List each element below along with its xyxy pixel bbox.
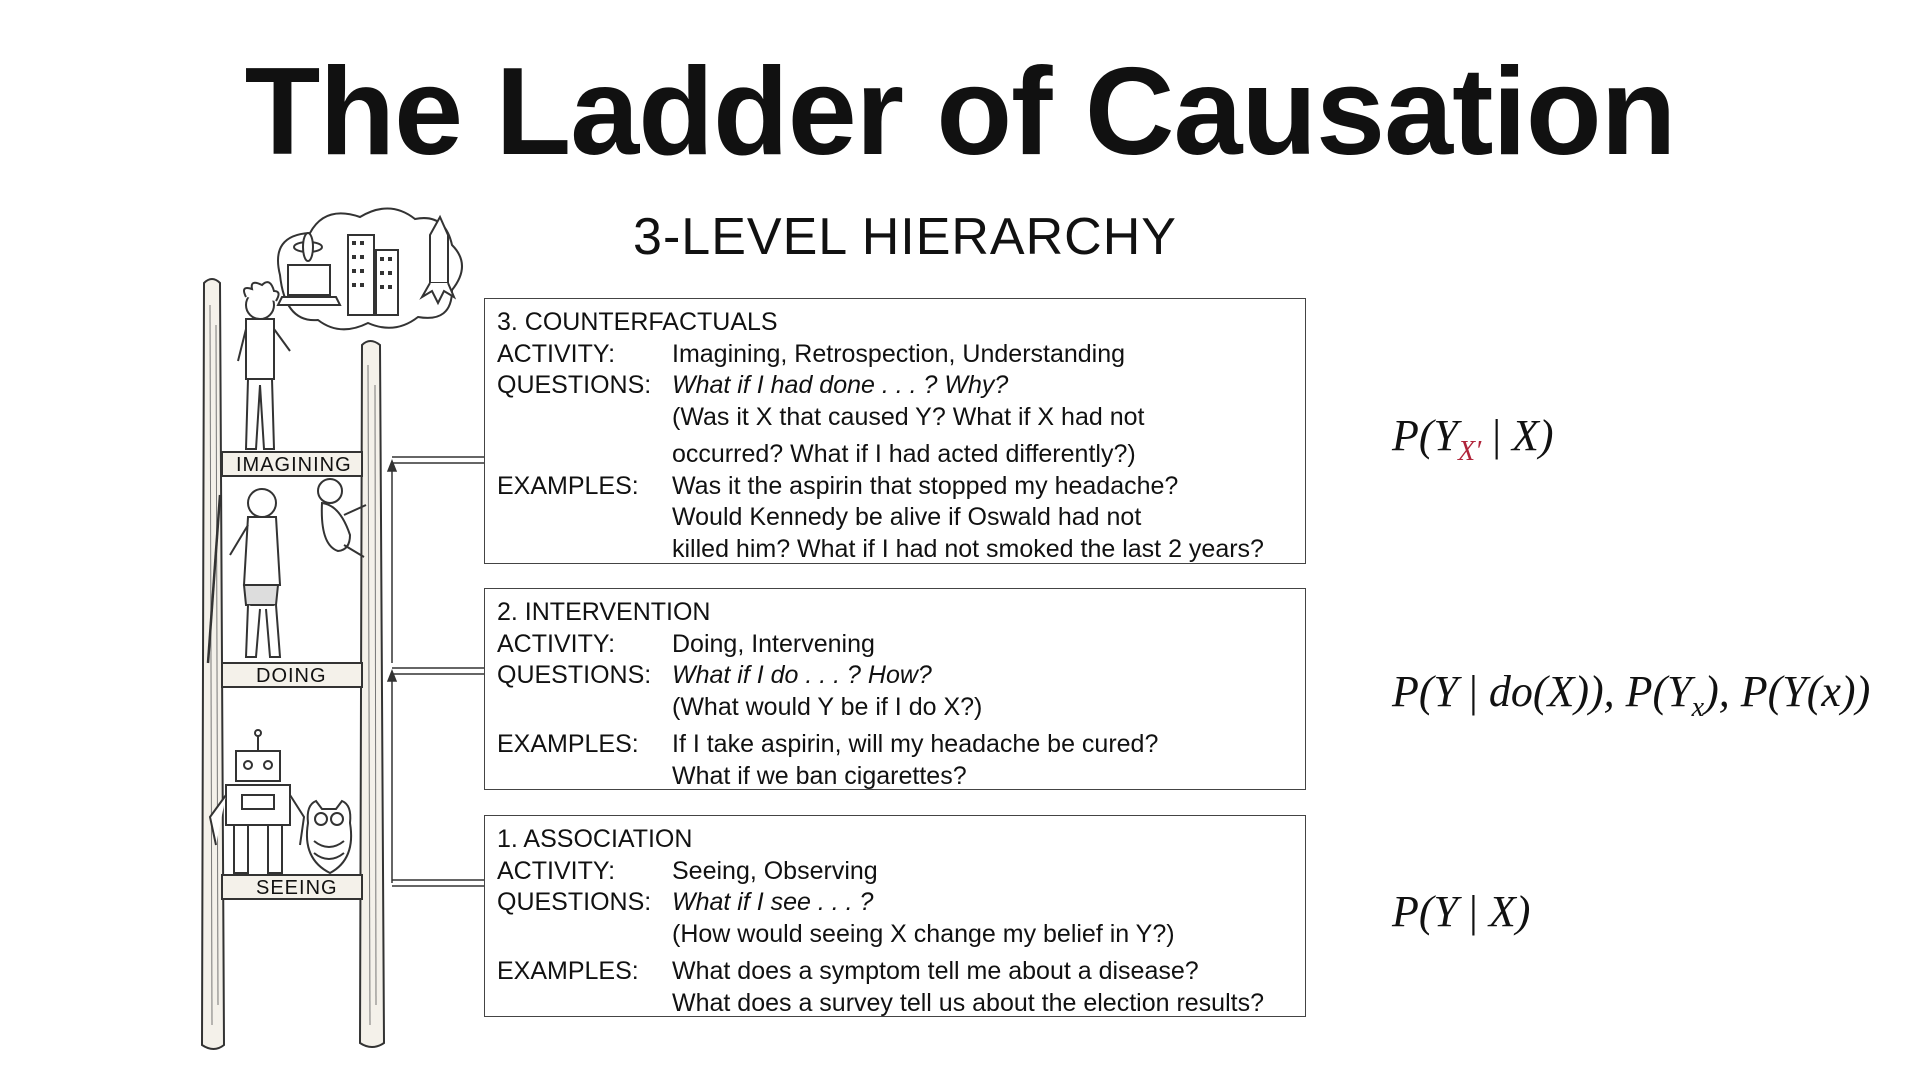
example-item: killed him? What if I had not smoked the last 2 years?: [672, 534, 1264, 563]
activity-label: ACTIVITY:: [497, 856, 616, 885]
rung-label-imagining: IMAGINING: [236, 454, 352, 476]
question-detail: (Was it X that caused Y? What if X had not: [672, 402, 1145, 431]
question-detail: (How would seeing X change my belief in Y?): [672, 919, 1175, 948]
level-box-association: [484, 815, 1306, 1017]
formula-intervention: P(Y | do(X)), $P(Y_x)$, P(Y(x)): [1392, 667, 1871, 723]
formula-association: P(Y | X): [1392, 887, 1531, 936]
activity-value: Imagining, Retrospection, Understanding: [672, 339, 1126, 368]
questions-label: QUESTIONS:: [497, 888, 652, 916]
question-main: What if I had done . . . ? Why?: [672, 371, 1009, 399]
level-box-counterfactuals: [484, 298, 1306, 564]
activity-value: Doing, Intervening: [672, 629, 875, 658]
rung-label-doing: DOING: [256, 665, 327, 687]
ladder-illustration: [190, 205, 520, 1055]
thought-cloud-icon: [250, 208, 462, 329]
ladder-left-post: [202, 279, 224, 1049]
example-item: Would Kennedy be alive if Oswald had not: [672, 503, 1142, 531]
level-heading: 3. COUNTERFACTUALS: [497, 308, 778, 336]
level-heading: 2. INTERVENTION: [497, 598, 711, 626]
examples-label: EXAMPLES:: [497, 471, 639, 500]
owl-figure-icon: [307, 801, 351, 873]
question-detail: occurred? What if I had acted differently?): [672, 440, 1136, 468]
robot-figure-icon: [210, 730, 304, 873]
questions-label: QUESTIONS:: [497, 661, 652, 689]
activity-label: ACTIVITY:: [497, 629, 616, 658]
baby-figure-icon: [318, 479, 366, 557]
questions-label: QUESTIONS:: [497, 371, 652, 399]
example-item: If I take aspirin, will my headache be cured?: [672, 730, 1159, 758]
activity-value: Seeing, Observing: [672, 856, 878, 885]
activity-label: ACTIVITY:: [497, 339, 616, 368]
question-detail: (What would Y be if I do X?): [672, 692, 983, 721]
slide-title: The Ladder of Causation: [244, 43, 1676, 181]
ladder-right-post: [360, 341, 384, 1047]
hierarchy-subtitle: 3-LEVEL HIERARCHY: [633, 208, 1177, 266]
example-item: What does a survey tell us about the election results?: [672, 988, 1264, 1017]
example-item: What does a symptom tell me about a disease?: [672, 957, 1199, 985]
example-item: Was it the aspirin that stopped my headache?: [672, 471, 1179, 500]
example-item: What if we ban cigarettes?: [672, 761, 967, 790]
scientist-figure-icon: [238, 282, 290, 449]
level-box-intervention: [484, 588, 1306, 790]
examples-label: EXAMPLES:: [497, 730, 639, 758]
formula-counterfactual: $P(Y_{X'}$ | X): [1392, 411, 1554, 467]
rung-label-seeing: SEEING: [256, 877, 338, 899]
level-heading: 1. ASSOCIATION: [497, 825, 693, 853]
examples-label: EXAMPLES:: [497, 957, 639, 985]
question-main: What if I do . . . ? How?: [672, 661, 932, 689]
question-main: What if I see . . . ?: [672, 888, 874, 916]
